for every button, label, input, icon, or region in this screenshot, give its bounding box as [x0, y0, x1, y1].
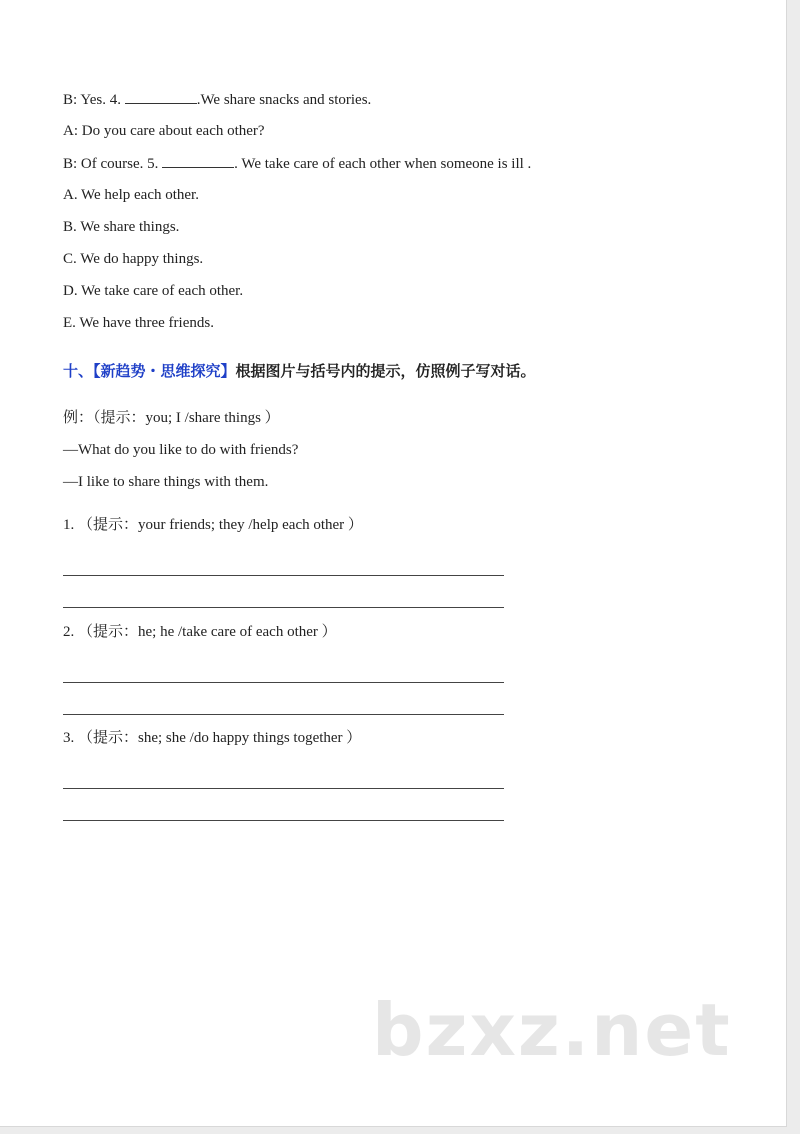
option-e: E. We have three friends. [63, 315, 214, 331]
section-number: 十、 [63, 362, 94, 380]
exercise-item-3: 3. （提示：she; she /do happy things together ） [63, 730, 362, 746]
option-a: A. We help each other. [63, 187, 199, 203]
blank-5[interactable] [162, 153, 234, 168]
exercise-item-1: 1. （提示：your friends; they /help each other ） [63, 517, 363, 533]
dialogue-line-b4 [63, 89, 371, 110]
section-tag: 【新趋势・思维探究】 [93, 362, 236, 380]
section-instruction: 根据图片与括号内的提示，仿照例子写对话。 [235, 362, 536, 380]
answer-line[interactable] [63, 714, 504, 715]
option-d: D. We take care of each other. [63, 283, 244, 299]
dialogue-line-b5-suffix: . We take care of each other when someone is ill . [234, 156, 532, 172]
section-heading [63, 360, 536, 382]
dialogue-line-b4-suffix: .We share snacks and stories. [196, 92, 372, 108]
dialogue-line-b5 [63, 153, 531, 174]
answer-line[interactable] [63, 607, 504, 608]
answer-line[interactable] [63, 788, 504, 789]
option-c: C. We do happy things. [63, 251, 204, 267]
example-question: —What do you like to do with friends? [63, 442, 299, 458]
example-hint: 例：（提示：you; I /share things ） [63, 410, 280, 426]
example-answer: —I like to share things with them. [63, 474, 269, 490]
dialogue-line-b4-prefix: B: Yes. 4. [63, 92, 125, 108]
answer-line[interactable] [63, 682, 504, 683]
watermark: bzxz.net [372, 988, 732, 1072]
option-b: B. We share things. [63, 219, 180, 235]
dialogue-line-a: A: Do you care about each other? [63, 123, 265, 139]
blank-4[interactable] [125, 89, 197, 104]
answer-line[interactable] [63, 575, 504, 576]
dialogue-line-b5-prefix: B: Of course. 5. [63, 156, 163, 172]
exercise-item-2: 2. （提示：he; he /take care of each other ） [63, 624, 337, 640]
answer-line[interactable] [63, 820, 504, 821]
